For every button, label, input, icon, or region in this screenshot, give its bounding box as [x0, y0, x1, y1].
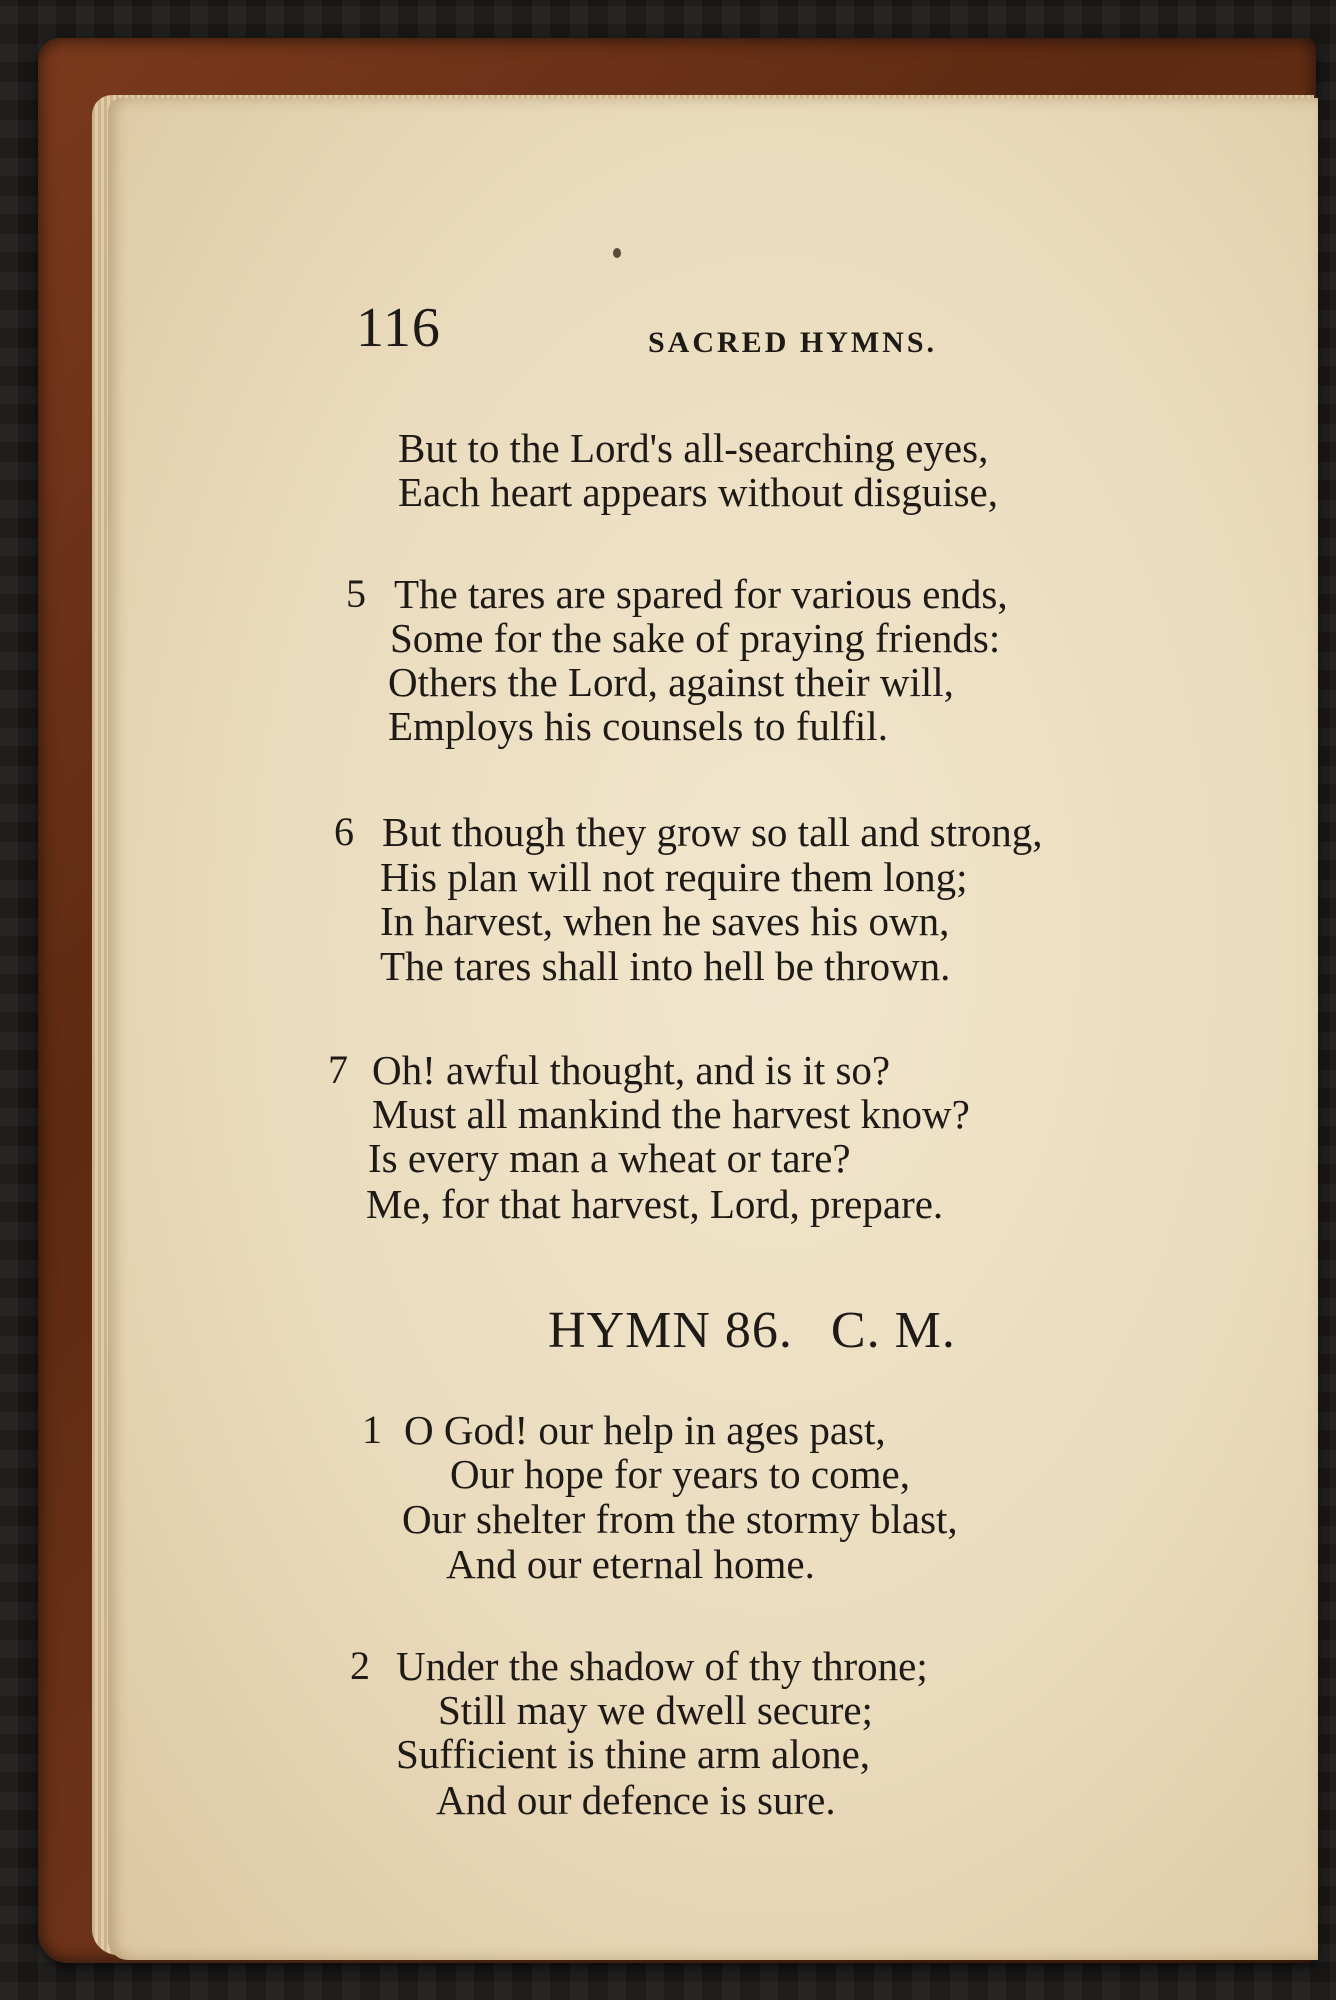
page-number: 116: [356, 297, 441, 359]
stanza-number: 7: [328, 1047, 348, 1092]
verse-line: O God! our help in ages past,: [404, 1407, 886, 1453]
hymn-title: HYMN 86.: [548, 1302, 793, 1359]
stanza-number: 1: [362, 1407, 382, 1452]
verse-line: But though they grow so tall and strong,: [382, 809, 1043, 855]
verse-line: And our defence is sure.: [436, 1777, 836, 1823]
verse-line: And our eternal home.: [446, 1541, 815, 1587]
page-header: [0, 296, 1336, 366]
stanza-number: 2: [350, 1643, 370, 1688]
verse-line: The tares are spared for various ends,: [394, 571, 1008, 617]
running-title: SACRED HYMNS.: [648, 326, 938, 359]
verse-line: Me, for that harvest, Lord, prepare.: [366, 1181, 944, 1227]
verse-line: Our hope for years to come,: [450, 1451, 910, 1497]
verse-line: But to the Lord's all-searching eyes,: [398, 425, 989, 471]
hymn-meter: C. M.: [830, 1302, 956, 1359]
verse-line: Must all mankind the harvest know?: [372, 1091, 970, 1137]
verse-line: Still may we dwell secure;: [438, 1687, 873, 1733]
verse-line: Employs his counsels to fulfil.: [388, 703, 888, 749]
verse-line: Sufficient is thine arm alone,: [396, 1731, 871, 1777]
verse-line: His plan will not require them long;: [380, 854, 968, 900]
verse-line: Oh! awful thought, and is it so?: [372, 1047, 891, 1093]
verse-line: In harvest, when he saves his own,: [380, 898, 950, 944]
hymn-heading: [548, 1302, 956, 1359]
verse-line: The tares shall into hell be thrown.: [380, 943, 951, 989]
verse-line: Some for the sake of praying friends:: [390, 615, 1001, 661]
verse-line: Our shelter from the stormy blast,: [402, 1496, 958, 1542]
ink-speck: [613, 248, 621, 258]
verse-line: Others the Lord, against their will,: [388, 659, 954, 705]
stanza-number: 6: [334, 809, 354, 854]
verse-line: Under the shadow of thy throne;: [396, 1643, 928, 1689]
verse-line: Each heart appears without disguise,: [398, 469, 999, 515]
stanza-number: 5: [346, 571, 366, 616]
verse-line: Is every man a wheat or tare?: [368, 1135, 851, 1181]
